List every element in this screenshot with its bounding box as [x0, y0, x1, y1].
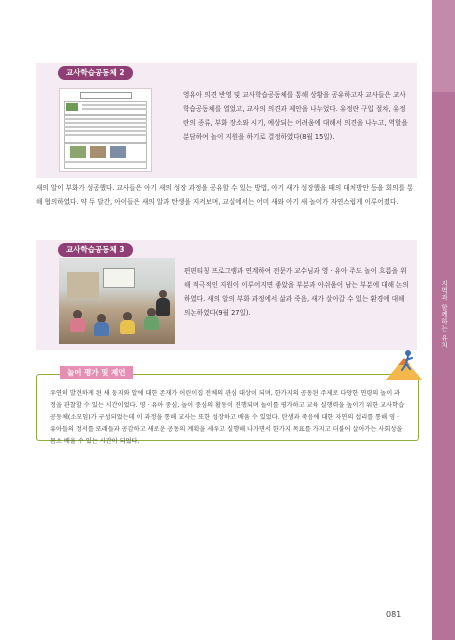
- classroom-screen: [103, 268, 135, 288]
- section-tag: 교사학습공동체 3: [58, 243, 133, 257]
- page-number: 081: [386, 610, 402, 619]
- section-tag: 교사학습공동체 2: [58, 66, 133, 80]
- climbing-figure-illustration: [384, 348, 424, 382]
- side-tab-label: 지역과 함께하는 유치: [440, 279, 448, 349]
- classroom-photo: [59, 258, 175, 344]
- evaluation-paragraph: 우연히 발견하게 된 새 둥지와 알에 대한 존재가 어린이집 전체의 관심 대상이 되며, 한가지의 공동된 주제로 다양한 연령의 놀이 과정을 관찰할 수 있는 시간이었다. 영 · 유아 중심, 놀이 중심의 활동이 진행되며 놀이를 평가하고 교육 실행력을 높이기 위한 교사학습공동체(소모임)가 구성되었는데 이 과정을 통해 교사는 또한 성장하고 배움 수 있었다. 탄생과 죽음에 대한 자연의 섭리를 통해 영 · 유아들의 정서를 또래들과 공감하고 새로운 공동의 계획을 세우고 실행해 나가면서 한가지 목표를 가지고 더불어 살아가는 사회성을 몸소 배울 수 있는 시간이 되었다.: [50, 390, 405, 445]
- classroom-board: [67, 272, 99, 298]
- document-title-box: [80, 92, 132, 99]
- side-tab-top: [432, 0, 455, 92]
- section1-paragraph: 영유아 의견 반영 및 교사학습공동체를 통해 상황을 공유하고자 교사들은 교사학습공동체를 열었고, 교사의 의견과 제안을 나누었다. 유정란 구입 절차, 유정란의 종류, 부화 장소와 시기, 예상되는 어려움에 대해서 의견을 나누고, 역할을 분담하여 놀이 지원을 하기로 결정하였다(8월 15일).: [183, 91, 408, 141]
- evaluation-tag: 놀이 평가 및 제언: [60, 366, 133, 379]
- middle-paragraph: 새의 알이 부화가 성공했다. 교사들은 아기 새의 성장 과정을 공유할 수 있는 방법, 아기 새가 성장했을 때의 대처방안 등을 회의를 통해 협의하였다. 약 두 달간, 아이들은 새의 알과 탄생을 지켜보며, 교실에서는 어미 새와 아기 새 놀이가 자연스럽게 이루어졌다.: [36, 184, 414, 206]
- section3-paragraph: 편편티칭 프로그램과 연계하여 전문가 교수님과 영 · 유아 주도 놀이 흐름을 위해 적극적인 지원이 이루어지면 좋았을 부분과 아쉬움이 남는 부분에 대해 논의하였다. 새의 알의 부화 과정에서 삶과 죽음, 새가 살아갈 수 있는 환경에 대해 의논하였다(9월 27일).: [184, 267, 409, 317]
- side-tab: [432, 0, 455, 640]
- meeting-document-image: [59, 88, 152, 172]
